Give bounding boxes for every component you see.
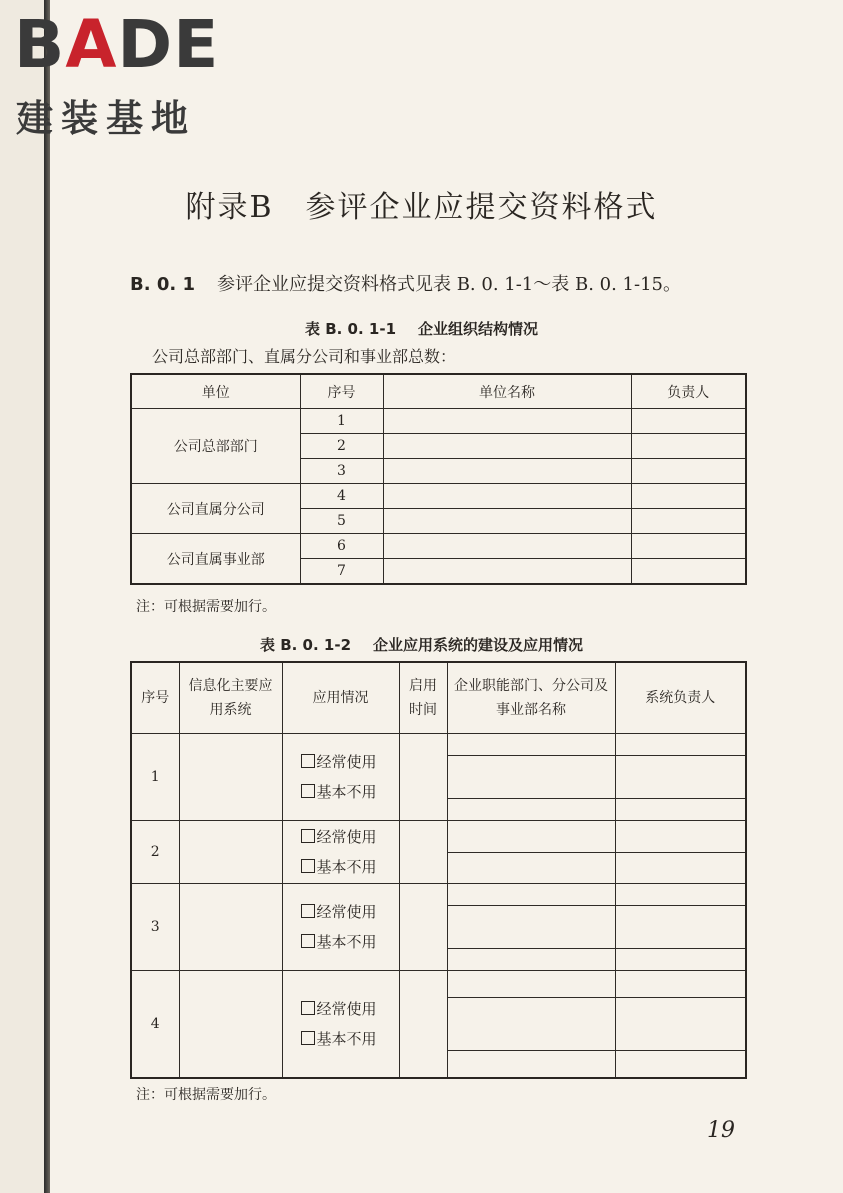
header-person-in-charge: 负责人 [631,374,746,409]
unit-cell: 公司总部部门 [131,409,300,484]
header-unit-name: 单位名称 [383,374,631,409]
header-main-system: 信息化主要应用系统 [179,662,282,734]
serial-cell: 2 [131,821,179,884]
table-row [131,821,746,884]
header-serial: 序号 [300,374,383,409]
person-cell [631,559,746,585]
usage-option-rarely[interactable]: 基本不用 [301,1024,399,1054]
system-cell [179,884,282,971]
clause-number: B. 0. 1 [130,274,195,295]
table-row [131,971,746,1079]
start-time-cell [399,821,447,884]
usage-options [282,971,399,1079]
header-unit: 单位 [131,374,300,409]
person-cell [631,509,746,534]
serial-cell: 5 [300,509,383,534]
department-cell [447,734,615,821]
checkbox-icon [301,754,315,768]
start-time-cell [399,884,447,971]
usage-option-rarely[interactable]: 基本不用 [301,852,399,882]
unit-name-cell [383,459,631,484]
checkbox-icon [301,859,315,873]
checkbox-icon [301,904,315,918]
serial-cell: 1 [300,409,383,434]
unit-name-cell [383,509,631,534]
usage-options [282,821,399,884]
table-row [131,484,746,509]
serial-cell: 1 [131,734,179,821]
logo-wordmark: BADE [14,6,220,83]
unit-cell: 公司直属分公司 [131,484,300,534]
application-systems-table [130,661,747,1079]
checkbox-icon [301,1031,315,1045]
owner-cell [615,884,746,971]
logo-subtitle: 建装基地 [16,97,196,140]
start-time-cell [399,734,447,821]
table-header-row [131,374,746,409]
header-department-name: 企业职能部门、分公司及事业部名称 [447,662,615,734]
person-cell [631,534,746,559]
usage-options [282,734,399,821]
person-cell [631,459,746,484]
person-cell [631,409,746,434]
system-cell [179,821,282,884]
usage-option-frequent[interactable]: 经常使用 [301,747,399,777]
usage-option-rarely[interactable]: 基本不用 [301,927,399,957]
checkbox-icon [301,784,315,798]
serial-cell: 4 [300,484,383,509]
checkbox-icon [301,1001,315,1015]
unit-name-cell [383,434,631,459]
serial-cell: 3 [300,459,383,484]
table1-caption: 表 B. 0. 1-1 企业组织结构情况 [304,320,539,338]
start-time-cell [399,971,447,1079]
serial-cell: 4 [131,971,179,1079]
serial-cell: 7 [300,559,383,585]
usage-option-frequent[interactable]: 经常使用 [301,897,399,927]
table-header-row [131,662,746,734]
person-cell [631,484,746,509]
table-row [131,534,746,559]
book-spine-shadow [44,0,50,1193]
table-row [131,734,746,821]
department-cell [447,884,615,971]
table2-caption: 表 B. 0. 1-2 企业应用系统的建设及应用情况 [259,636,584,654]
unit-name-cell [383,409,631,434]
org-structure-table [130,373,747,585]
checkbox-icon [301,829,315,843]
checkbox-icon [301,934,315,948]
bade-logo [8,6,248,140]
table1-note: 注：可根据需要加行。 [136,599,276,615]
usage-option-frequent[interactable]: 经常使用 [301,822,399,852]
header-usage: 应用情况 [282,662,399,734]
usage-option-rarely[interactable]: 基本不用 [301,777,399,807]
header-system-owner: 系统负责人 [615,662,746,734]
usage-option-frequent[interactable]: 经常使用 [301,994,399,1024]
system-cell [179,734,282,821]
clause-text: 参评企业应提交资料格式见表 B. 0. 1-1～表 B. 0. 1-15。 [216,274,681,295]
clause-b-0-1 [130,270,681,296]
unit-name-cell [383,484,631,509]
header-serial: 序号 [131,662,179,734]
owner-cell [615,971,746,1079]
department-cell [447,971,615,1079]
header-start-time: 启用时间 [399,662,447,734]
unit-name-cell [383,534,631,559]
table2-note: 注：可根据需要加行。 [136,1087,276,1103]
appendix-title: 附录B 参评企业应提交资料格式 [185,190,658,225]
table-row [131,884,746,971]
serial-cell: 3 [131,884,179,971]
serial-cell: 2 [300,434,383,459]
table-row [131,409,746,434]
person-cell [631,434,746,459]
table1-lead-text: 公司总部部门、直属分公司和事业部总数： [152,347,457,366]
department-cell [447,821,615,884]
serial-cell: 6 [300,534,383,559]
owner-cell [615,734,746,821]
page-number: 19 [707,1118,735,1143]
system-cell [179,971,282,1079]
unit-cell: 公司直属事业部 [131,534,300,585]
owner-cell [615,821,746,884]
unit-name-cell [383,559,631,585]
usage-options [282,884,399,971]
